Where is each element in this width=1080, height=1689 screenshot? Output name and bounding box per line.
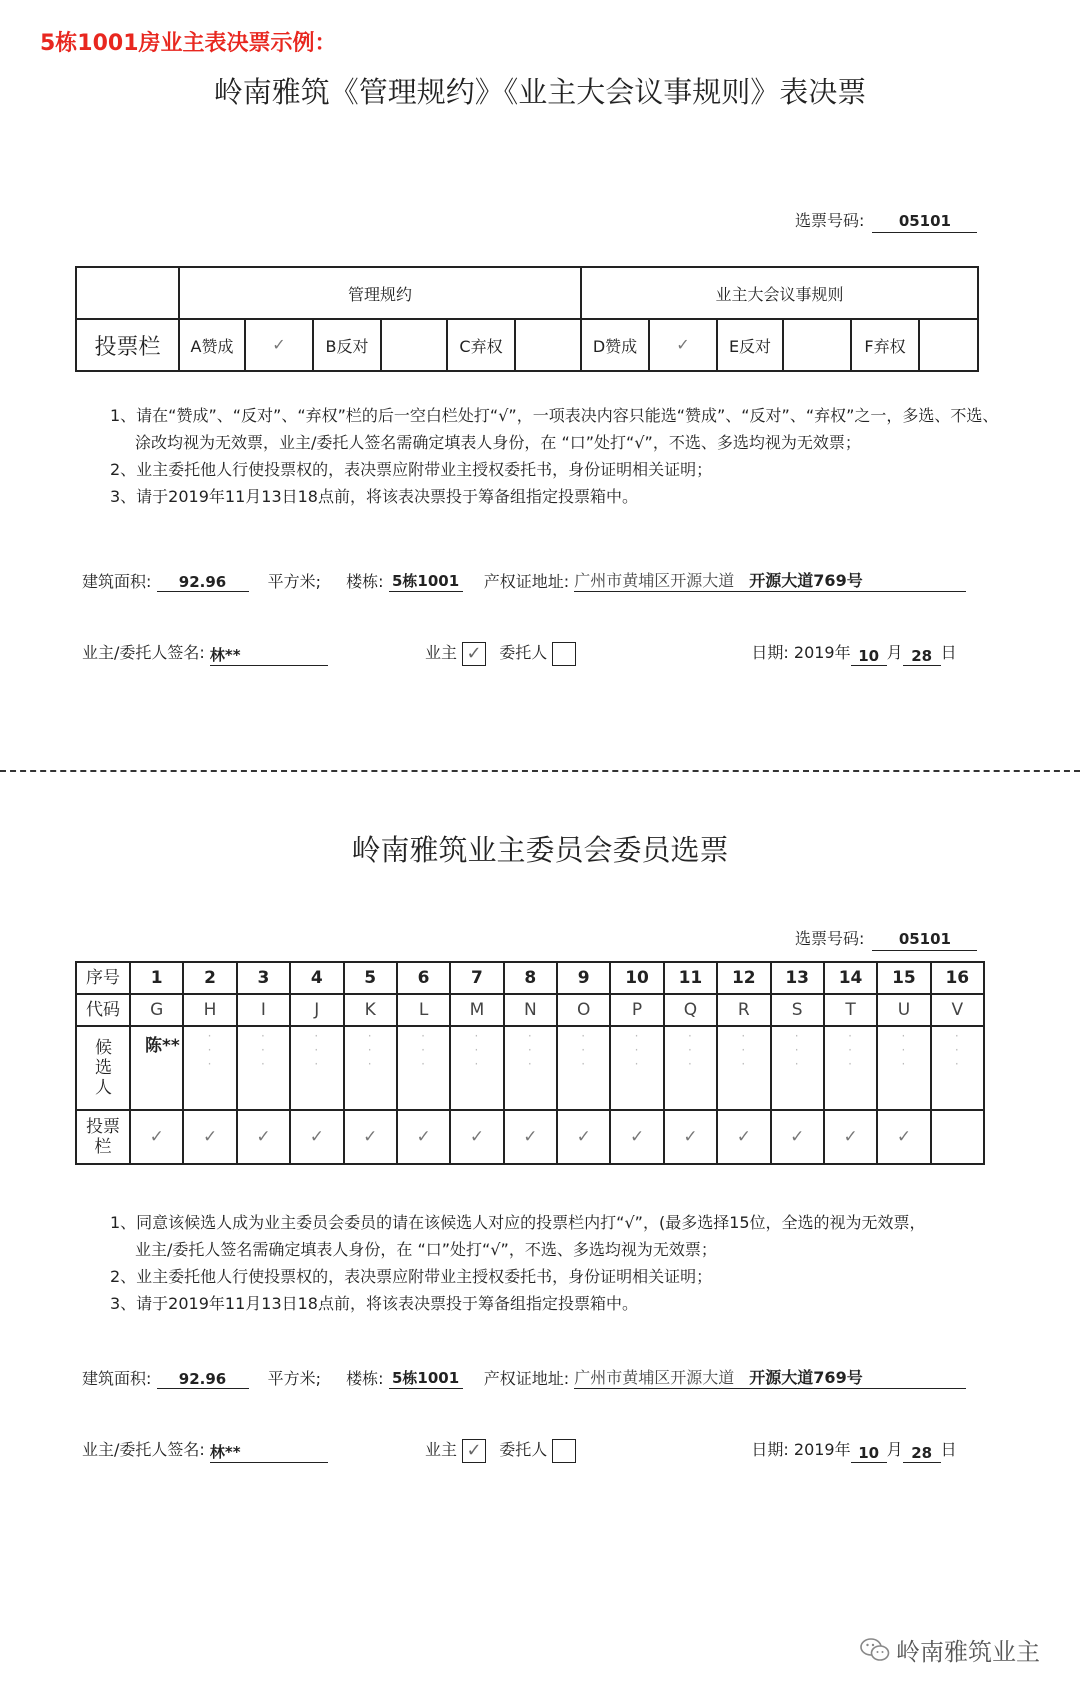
candidate-code: O	[557, 994, 610, 1026]
vote-checkbox[interactable]: ✓	[237, 1110, 290, 1164]
area-value[interactable]: 92.96	[157, 573, 249, 592]
candidate-name	[183, 1026, 236, 1110]
candidate-code: V	[931, 994, 984, 1026]
sign-label: 业主/委托人签名:	[82, 1440, 205, 1459]
option-d-box[interactable]: ✓	[649, 319, 717, 371]
row-label-num: 序号	[76, 962, 130, 994]
date-day[interactable]: 28	[903, 1444, 941, 1463]
day-label: 日	[940, 1440, 957, 1459]
ballot1-owner-line	[82, 568, 982, 592]
candidate-table	[75, 961, 985, 1165]
ballot1-notes	[110, 402, 998, 510]
candidate-name	[290, 1026, 343, 1110]
candidate-name	[610, 1026, 663, 1110]
ballot1-serial	[795, 208, 977, 233]
address-prefix: 广州市黄埔区开源大道	[574, 1368, 735, 1387]
option-f-label: F弃权	[851, 319, 919, 371]
candidate-code: P	[610, 994, 663, 1026]
redacted-name: · · ·	[901, 1029, 907, 1071]
option-f-box[interactable]	[919, 319, 978, 371]
ballot2-owner-line	[82, 1365, 982, 1389]
candidate-code: G	[130, 994, 183, 1026]
vote-checkbox[interactable]: ✓	[610, 1110, 663, 1164]
candidate-name	[717, 1026, 770, 1110]
date-year: 2019年	[793, 643, 851, 662]
redacted-name: · · ·	[848, 1029, 853, 1071]
note-line: 2、业主委托他人行使投票权的，表决票应附带业主授权委托书，身份证明相关证明；	[110, 1267, 713, 1286]
option-e-box[interactable]	[783, 319, 851, 371]
ballot1-table	[75, 266, 979, 372]
option-c-box[interactable]	[515, 319, 581, 371]
watermark-text: 岭南雅筑业主	[896, 1638, 1040, 1666]
owner-label: 业主	[424, 1440, 457, 1459]
proxy-label: 委托人	[499, 643, 548, 662]
ballot2-notes	[110, 1209, 926, 1317]
candidate-number: 7	[450, 962, 503, 994]
candidate-code: I	[237, 994, 290, 1026]
redacted-name: · · ·	[794, 1029, 800, 1071]
candidate-name	[557, 1026, 610, 1110]
owner-label: 业主	[424, 643, 457, 662]
candidate-name	[344, 1026, 397, 1110]
watermark	[860, 1632, 1040, 1669]
wechat-icon	[860, 1637, 890, 1669]
building-value[interactable]: 5栋1001	[389, 570, 463, 592]
date-label: 日期:	[751, 643, 789, 662]
date-month[interactable]: 10	[851, 1444, 887, 1463]
note-line: 2、业主委托他人行使投票权的，表决票应附带业主授权委托书，身份证明相关证明；	[110, 460, 713, 479]
redacted-name: · · ·	[474, 1029, 480, 1071]
candidate-code: H	[183, 994, 236, 1026]
address-field[interactable]	[574, 568, 966, 592]
vote-checkbox[interactable]: ✓	[504, 1110, 557, 1164]
redacted-name: · · ·	[741, 1029, 747, 1071]
address-value: 开源大道769号	[749, 1368, 863, 1387]
building-label: 楼栋:	[346, 572, 384, 591]
owner-checkbox[interactable]: ✓	[462, 642, 486, 666]
example-title: 5栋1001房业主表决票示例：	[40, 31, 337, 56]
address-label: 产权证地址:	[483, 572, 570, 591]
candidate-code: S	[771, 994, 824, 1026]
day-label: 日	[940, 643, 957, 662]
address-field[interactable]	[574, 1365, 966, 1389]
date-month[interactable]: 10	[851, 647, 887, 666]
address-value: 开源大道769号	[749, 571, 863, 590]
area-unit: 平方米;	[267, 572, 321, 591]
vote-checkbox[interactable]: ✓	[717, 1110, 770, 1164]
area-label: 建筑面积:	[82, 1369, 152, 1388]
candidate-number: 5	[344, 962, 397, 994]
candidate-code: T	[824, 994, 877, 1026]
note-line: 3、请于2019年11月13日18点前，将该表决票投于筹备组指定投票箱中。	[110, 487, 638, 506]
sign-label: 业主/委托人签名:	[82, 643, 205, 662]
candidate-code: R	[717, 994, 770, 1026]
vote-checkbox[interactable]: ✓	[130, 1110, 183, 1164]
vote-checkbox[interactable]: ✓	[397, 1110, 450, 1164]
sign-value[interactable]: 林**	[210, 1441, 328, 1463]
vote-checkbox[interactable]: ✓	[877, 1110, 930, 1164]
redacted-name: · · ·	[527, 1029, 533, 1071]
redacted-name: · · ·	[367, 1029, 373, 1071]
candidate-number: 12	[717, 962, 770, 994]
ballot1-title: 岭南雅筑《管理规约》《业主大会议事规则》表决票	[213, 75, 867, 109]
serial-label: 选票号码:	[795, 211, 865, 230]
candidate-number: 13	[771, 962, 824, 994]
month-label: 月	[886, 643, 903, 662]
ballot1-sign-line	[82, 640, 992, 666]
date-year: 2019年	[793, 1440, 851, 1459]
serial-label: 选票号码:	[795, 929, 865, 948]
address-prefix: 广州市黄埔区开源大道	[574, 571, 735, 590]
row-label-code: 代码	[76, 994, 130, 1026]
option-a-box[interactable]: ✓	[245, 319, 313, 371]
owner-checkbox[interactable]: ✓	[462, 1439, 486, 1463]
vote-checkbox[interactable]: ✓	[183, 1110, 236, 1164]
note-line: 1、请在“赞成”、“反对”、“弃权”栏的后一空白栏处打“√”，一项表决内容只能选“赞成”、“反对”、“弃权”之一，多选、不选、	[110, 406, 999, 425]
candidate-name	[664, 1026, 717, 1110]
candidate-number: 8	[504, 962, 557, 994]
redacted-name: · · ·	[421, 1029, 426, 1071]
note-line: 涂改均视为无效票，业主/委托人签名需确定填表人身份，在 “口”处打“√”，不选、多选均视为无效票；	[135, 433, 861, 452]
option-a-label: A赞成	[179, 319, 245, 371]
option-c-label: C弃权	[447, 319, 515, 371]
date-label: 日期:	[751, 1440, 789, 1459]
row-label-candidate: 候选人	[76, 1026, 130, 1110]
corner-cell	[76, 267, 179, 319]
sign-value[interactable]: 林**	[210, 644, 328, 666]
candidate-name	[931, 1026, 984, 1110]
candidate-number: 11	[664, 962, 717, 994]
option-e-label: E反对	[717, 319, 783, 371]
candidate-number: 10	[610, 962, 663, 994]
candidate-code: N	[504, 994, 557, 1026]
ballot2-serial	[795, 926, 977, 951]
ballot2-title: 岭南雅筑业主委员会委员选票	[351, 833, 729, 867]
section1-header: 管理规约	[179, 267, 581, 319]
candidate-name	[877, 1026, 930, 1110]
candidate-number: 3	[237, 962, 290, 994]
candidate-name	[450, 1026, 503, 1110]
vote-checkbox[interactable]	[931, 1110, 984, 1164]
option-b-label: B反对	[313, 319, 381, 371]
candidate-name	[237, 1026, 290, 1110]
vote-checkbox[interactable]: ✓	[450, 1110, 503, 1164]
candidate-name	[504, 1026, 557, 1110]
proxy-label: 委托人	[499, 1440, 548, 1459]
candidate-number: 1	[130, 962, 183, 994]
option-b-box[interactable]	[381, 319, 447, 371]
proxy-checkbox[interactable]	[552, 1439, 576, 1463]
building-value[interactable]: 5栋1001	[389, 1367, 463, 1389]
note-line: 3、请于2019年11月13日18点前，将该表决票投于筹备组指定投票箱中。	[110, 1294, 638, 1313]
vote-checkbox[interactable]: ✓	[771, 1110, 824, 1164]
cut-line	[0, 770, 1080, 772]
candidate-name: 陈**	[130, 1026, 183, 1110]
vote-checkbox[interactable]: ✓	[290, 1110, 343, 1164]
vote-checkbox[interactable]: ✓	[557, 1110, 610, 1164]
serial-value[interactable]: 05101	[872, 212, 977, 233]
candidate-code: Q	[664, 994, 717, 1026]
redacted-name: · · ·	[261, 1029, 266, 1071]
candidate-name	[824, 1026, 877, 1110]
option-d-label: D赞成	[581, 319, 649, 371]
candidate-name	[397, 1026, 450, 1110]
serial-value[interactable]: 05101	[872, 930, 977, 951]
redacted-name: · · ·	[207, 1029, 213, 1071]
redacted-name: · · ·	[688, 1029, 693, 1071]
candidate-code: U	[877, 994, 930, 1026]
note-line: 1、同意该候选人成为业主委员会委员的请在该候选人对应的投票栏内打“√”，(最多选择15位，全选的视为无效票，	[110, 1213, 926, 1232]
candidate-code: M	[450, 994, 503, 1026]
candidate-code: L	[397, 994, 450, 1026]
vote-checkbox[interactable]: ✓	[824, 1110, 877, 1164]
candidate-number: 6	[397, 962, 450, 994]
proxy-checkbox[interactable]	[552, 642, 576, 666]
month-label: 月	[886, 1440, 903, 1459]
ballot2-sign-line	[82, 1437, 992, 1463]
section2-header: 业主大会议事规则	[581, 267, 978, 319]
row-label-vote: 投票栏	[76, 1110, 130, 1164]
candidate-number: 9	[557, 962, 610, 994]
redacted-name: · · ·	[581, 1029, 587, 1071]
redacted-name: · · ·	[954, 1029, 960, 1071]
candidate-number: 15	[877, 962, 930, 994]
candidate-number: 14	[824, 962, 877, 994]
area-value[interactable]: 92.96	[157, 1370, 249, 1389]
redacted-name: · · ·	[634, 1029, 640, 1071]
vote-checkbox[interactable]: ✓	[664, 1110, 717, 1164]
candidate-code: J	[290, 994, 343, 1026]
candidate-name	[771, 1026, 824, 1110]
vote-row-label: 投票栏	[76, 319, 179, 371]
building-label: 楼栋:	[346, 1369, 384, 1388]
candidate-number: 2	[183, 962, 236, 994]
address-label: 产权证地址:	[483, 1369, 570, 1388]
date-day[interactable]: 28	[903, 647, 941, 666]
candidate-number: 16	[931, 962, 984, 994]
vote-checkbox[interactable]: ✓	[344, 1110, 397, 1164]
area-unit: 平方米;	[267, 1369, 321, 1388]
candidate-code: K	[344, 994, 397, 1026]
candidate-number: 4	[290, 962, 343, 994]
note-line: 业主/委托人签名需确定填表人身份，在 “口”处打“√”，不选、多选均视为无效票；	[135, 1240, 717, 1259]
area-label: 建筑面积:	[82, 572, 152, 591]
redacted-name: · · ·	[314, 1029, 320, 1071]
